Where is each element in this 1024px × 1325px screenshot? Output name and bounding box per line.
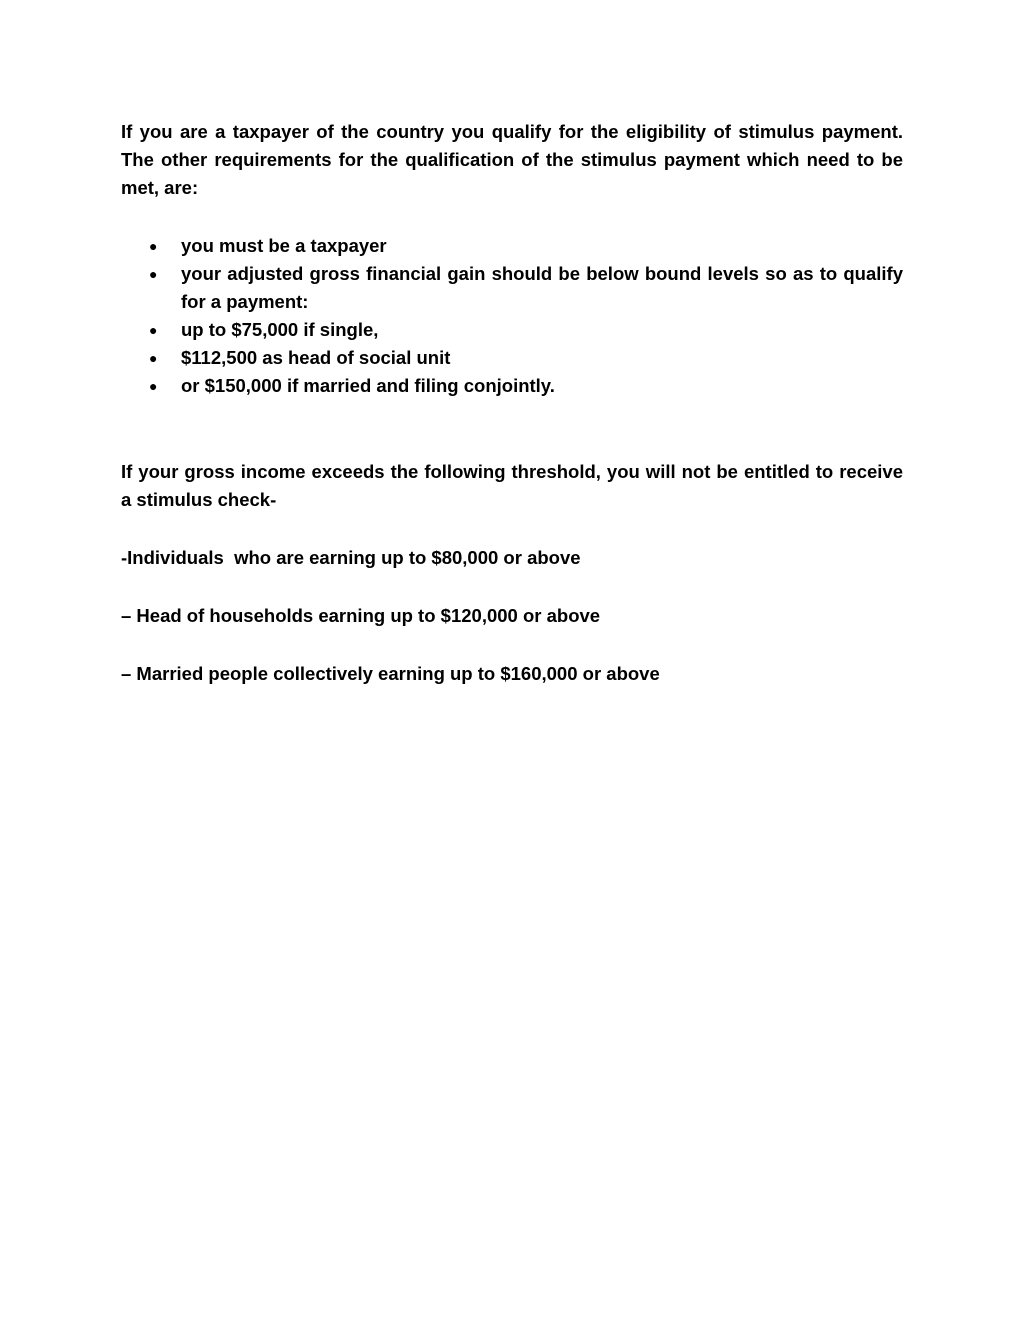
list-item-text: $112,500 as head of social unit xyxy=(181,347,451,368)
document-page xyxy=(121,118,903,718)
bullet-icon: ● xyxy=(149,238,158,254)
threshold-married: – Married people collectively earning up to $160,000 or above xyxy=(121,663,660,684)
list-item xyxy=(121,260,903,316)
list-item xyxy=(121,372,903,400)
list-item-text: or $150,000 if married and filing conjointly. xyxy=(181,375,555,396)
list-item xyxy=(121,232,903,260)
threshold-head-of-household: – Head of households earning up to $120,000 or above xyxy=(121,605,601,626)
threshold-individuals: -Individuals who are earning up to $80,000 or above xyxy=(121,547,581,568)
list-item-text: you must be a taxpayer xyxy=(181,235,387,256)
list-item-text: up to $75,000 if single, xyxy=(181,319,379,340)
list-item-text: your adjusted gross financial gain should be below bound levels so as to qualify for a payment: xyxy=(181,263,903,312)
intro-paragraph: If you are a taxpayer of the country you qualify for the eligibility of stimulus payment. The other requirements for the qualification of the stimulus payment which need to be met, are: xyxy=(121,121,903,198)
list-item xyxy=(121,344,903,372)
bullet-icon: ● xyxy=(149,378,158,394)
bullet-icon: ● xyxy=(149,322,158,338)
bullet-icon: ● xyxy=(149,350,158,366)
bullet-icon: ● xyxy=(149,266,158,282)
requirements-list xyxy=(121,232,903,400)
list-item xyxy=(121,316,903,344)
threshold-paragraph: If your gross income exceeds the following threshold, you will not be entitled to receive a stimulus check- xyxy=(121,461,903,510)
